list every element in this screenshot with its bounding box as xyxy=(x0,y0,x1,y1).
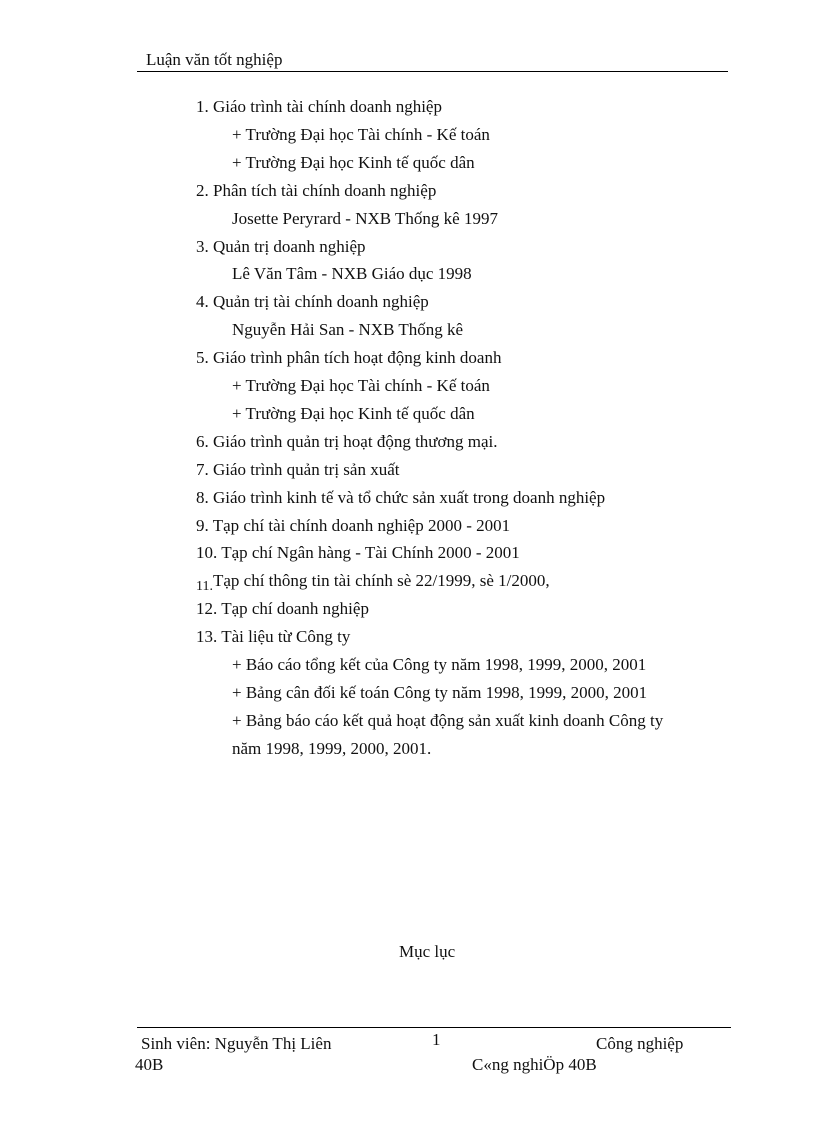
reference-text: Lê Văn Tâm - NXB Giáo dục 1998 xyxy=(232,264,472,284)
footer-page-number: 1 xyxy=(432,1030,441,1049)
reference-text: 7. Giáo trình quản trị sản xuất xyxy=(196,459,400,479)
reference-sub-line xyxy=(232,654,646,676)
reference-text: + Báo cáo tổng kết của Công ty năm 1998, 1999, 2000, 2001 xyxy=(232,655,647,674)
reference-item xyxy=(196,431,498,453)
reference-item xyxy=(196,291,429,313)
reference-text: + Bảng cân đối kế toán Công ty năm 1998, 1999, 2000, 2001 xyxy=(232,682,648,702)
reference-sub-line xyxy=(232,375,490,397)
reference-text: + Trường Đại học Kinh tế quốc dân xyxy=(232,403,475,423)
reference-text: Nguyễn Hải San - NXB Thống kê xyxy=(232,320,464,340)
footer-department: Công nghiệp xyxy=(596,1034,684,1053)
reference-sub-line xyxy=(232,403,475,425)
reference-item xyxy=(196,180,436,202)
table-of-contents-label: Mục lục xyxy=(399,942,456,961)
reference-text: + Trường Đại học Tài chính - Kế toán xyxy=(232,376,490,395)
reference-sub-line xyxy=(232,152,475,174)
footer-class-right: C«ng nghiÖp 40B xyxy=(472,1055,597,1074)
reference-text: 1. Giáo trình tài chính doanh nghiệp xyxy=(196,97,442,116)
reference-sub-line xyxy=(232,738,431,760)
reference-text: 5. Giáo trình phân tích hoạt động kinh doanh xyxy=(196,348,502,368)
reference-sub-line xyxy=(232,208,498,230)
reference-text: 3. Quản trị doanh nghiệp xyxy=(196,236,366,256)
reference-text: 8. Giáo trình kinh tế và tổ chức sản xuất trong doanh nghiệp xyxy=(196,487,606,507)
reference-item xyxy=(196,515,510,537)
reference-text: 9. Tạp chí tài chính doanh nghiệp 2000 - 2001 xyxy=(196,515,511,535)
reference-text: năm 1998, 1999, 2000, 2001. xyxy=(232,738,432,758)
footer-rule xyxy=(137,1027,731,1028)
reference-item xyxy=(196,487,605,509)
reference-text: 6. Giáo trình quản trị hoạt động thương mại. xyxy=(196,431,498,451)
footer-class-left: 40B xyxy=(135,1055,164,1074)
reference-item xyxy=(196,459,400,481)
reference-text: + Trường Đại học Kinh tế quốc dân xyxy=(232,152,475,172)
reference-item xyxy=(196,236,366,258)
header-rule xyxy=(137,71,728,72)
reference-sub-line xyxy=(232,319,463,341)
reference-number: 11. xyxy=(196,579,213,595)
reference-text: 10. Tạp chí Ngân hàng - Tài Chính 2000 - 2001 xyxy=(196,543,520,563)
reference-sub-line xyxy=(232,710,663,732)
reference-sub-line xyxy=(232,682,647,704)
reference-text: Josette Peryrard - NXB Thống kê 1997 xyxy=(232,208,498,228)
header-title: Luận văn tốt nghiệp xyxy=(146,50,283,69)
reference-item xyxy=(196,542,520,564)
footer-student-name: Sinh viên: Nguyễn Thị Liên xyxy=(141,1034,332,1053)
reference-text: Tạp chí thông tin tài chính sè 22/1999, sè 1/2000, xyxy=(212,571,550,591)
reference-text: 2. Phân tích tài chính doanh nghiệp xyxy=(196,180,437,200)
reference-text: 4. Quản trị tài chính doanh nghiệp xyxy=(196,292,429,312)
reference-text: 13. Tài liệu từ Công ty xyxy=(196,627,351,647)
reference-item xyxy=(196,570,550,594)
reference-text: 12. Tạp chí doanh nghiệp xyxy=(196,599,369,619)
reference-item xyxy=(196,347,501,369)
reference-sub-line xyxy=(232,124,490,146)
reference-sub-line xyxy=(232,263,472,285)
reference-item xyxy=(196,598,369,620)
reference-text: + Bảng báo cáo kết quả hoạt động sản xuất kinh doanh Công ty xyxy=(232,710,664,730)
reference-text: + Trường Đại học Tài chính - Kế toán xyxy=(232,124,490,144)
reference-item xyxy=(196,96,442,118)
reference-item xyxy=(196,626,350,648)
